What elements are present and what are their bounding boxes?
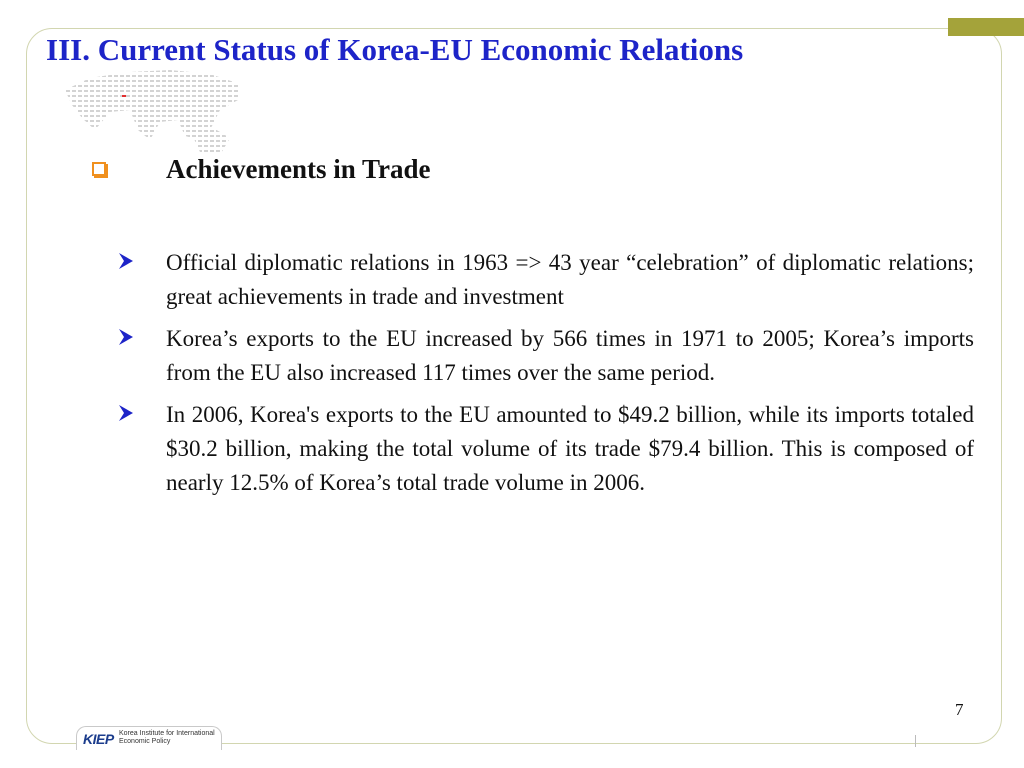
slide-title: III. Current Status of Korea-EU Economic Relations (46, 32, 744, 67)
arrow-bullet-icon (118, 252, 134, 270)
bullet-text: Korea’s exports to the EU increased by 566 times in 1971 to 2005; Korea’s imports from the EU also increased 117 times over the same period. (166, 326, 974, 385)
footer-divider (915, 735, 916, 747)
section-title: Achievements in Trade (166, 154, 431, 184)
arrow-bullet-icon (118, 404, 134, 422)
logo-text-line: Economic Policy (119, 738, 171, 745)
bullet-point (118, 246, 974, 314)
bullet-text: In 2006, Korea's exports to the EU amounted to $49.2 billion, while its imports totaled $30.2 billion, making the total volume of its trade $79.4 billion. This is composed of nearly 12.5% of Korea’s total trade volume in 2006. (166, 402, 974, 495)
kiep-logo (76, 726, 222, 750)
logo-mark: KIEP (83, 731, 114, 747)
logo-text-line: Korea Institute for International (119, 730, 215, 737)
bullet-list (118, 246, 974, 508)
checkbox-bullet-icon (92, 162, 106, 176)
bullet-point (118, 398, 974, 500)
bullet-text: Official diplomatic relations in 1963 => 43 year “celebration” of diplomatic relations; great achievements in trade and investment (166, 250, 974, 309)
world-map-graphic (60, 60, 250, 160)
bullet-point (118, 322, 974, 390)
arrow-bullet-icon (118, 328, 134, 346)
olive-band (948, 18, 1024, 36)
logo-text (119, 730, 215, 746)
page-number: 7 (955, 700, 964, 719)
